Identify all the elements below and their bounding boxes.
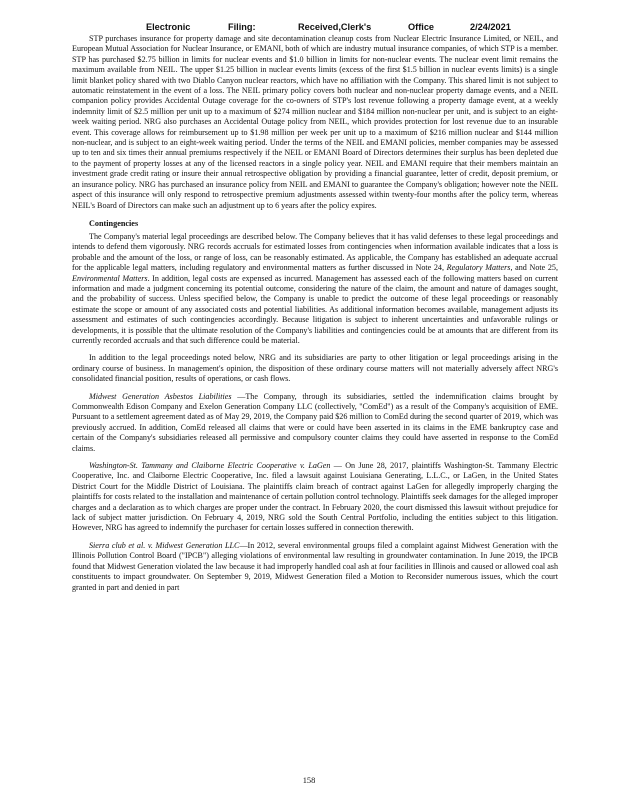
contingencies-paragraph: The Company's material legal proceedings are described below. The Company believes that it has valid defenses to these legal proceedings and intends to defend them vigorously. NRG records accruals for estimated losses from contingencies when information available indicates that a loss is probable and the amount of the loss, or range of loss, can be reasonably estimated. As applicable, the Company has established an adequate accrual for the applicable legal matters, including regulatory and environmental matters as further discussed in Note 24, Regulatory Matters, and Note 25, Environmental Matters. In addition, legal costs are expensed as incurred. Management has assessed each of the following matters based on current information and made a judgment concerning its potential outcome, considering the nature of the claim, the amount and nature of damages sought, and the probability of success. Unless specified below, the Company is unable to predict the outcome of these legal proceedings or reasonably estimate the scope or amount of any associated costs and potential liabilities. As additional information becomes available, management adjusts its assessment and estimates of such contingencies accordingly. Because litigation is subject to inherent uncertainties and unfavorable rulings or developments, it is possible that the ultimate resolution of the Company's liabilities and contingencies could be at amounts that are different from its currently recorded accruals and that such difference could be material. <box>72 231 558 345</box>
stamp-electronic: Electronic <box>146 22 191 32</box>
stamp-date: 2/24/2021 <box>470 22 511 32</box>
ordinary-course-paragraph: In addition to the legal proceedings noted below, NRG and its subsidiaries are party to other litigation or legal proceedings arising in the ordinary course of business. In management's opinion, the disposition of these ordinary course matters will not materially adversely affect NRG's consolidated financial position, results of operations, or cash flows. <box>72 353 558 384</box>
stamp-received-clerks: Received,Clerk's <box>298 22 372 32</box>
environmental-matters-ref: Environmental Matters <box>72 273 148 283</box>
stamp-office: Office <box>408 22 435 32</box>
regulatory-matters-ref: Regulatory Matters <box>446 263 511 273</box>
insurance-paragraph: STP purchases insurance for property damage and site decontamination cleanup costs from Nuclear Electric Insurance Limited, or NEIL, and European Mutual Association for Nuclear Insurance, or EMANI, both of which are industry mutual insurance companies, of which STP is a member. STP has purchased $2.75 billion in limits for nuclear events and $1.0 billion in limits for non-nuclear events. The nuclear event limit remains the maximum available from NEIL. The upper $1.25 billion in nuclear events limits (excess of the first $1.5 billion in nuclear events limits) is a single limit blanket policy shared with two Diablo Canyon nuclear reactors, which have no affiliation with the Company. This shared limit is not subject to automatic reinstatement in the event of a loss. The NEIL primary policy covers both nuclear and non-nuclear property damage events, and a NEIL companion policy provides Accidental Outage coverage for the co-owners of STP's lost revenue following a property damage event, at a weekly indemnity limit of $2.5 million per unit up to a maximum of $274 million nuclear and $184 million non-nuclear per unit, and is subject to an eight-week waiting period. NRG also purchases an Accidental Outage policy from NEIL, which provides protection for lost revenue due to an insurable event. This coverage allows for reimbursement up to $1.98 million per week per unit up to a maximum of $216 million nuclear and $144 million non-nuclear, and is subject to an eight-week waiting period. Under the terms of the NEIL and EMANI policies, member companies may be assessed up to ten and six times their annual premiums respectively if the NEIL or EMANI Board of Directors determines their surplus has been depleted due to the payment of property losses at any of the licensed reactors in a single policy year. NEIL and EMANI require that their members maintain an investment grade credit rating or insure their annual retrospective obligation by providing a financial guarantee, letter of credit, deposit premium, or an insurance policy. NRG has purchased an insurance policy from NEIL and EMANI to guarantee the Company's obligation; however note the NEIL aspect of this insurance will only respond to retrospective premium adjustments assessed within twenty-four months after the policy term, whereas NEIL's Board of Directors can make such an adjustment up to 6 years after the policy expires. <box>72 34 558 210</box>
sierra-club-paragraph: Sierra club et al. v. Midwest Generation LLC—In 2012, several environmental groups filed a complaint against Midwest Generation with the Illinois Pollution Control Board ("IPCB") alleging violations of environmental law resulting in groundwater contamination. In June 2019, the IPCB found that Midwest Generation violated the law because it had improperly handled coal ash at four facilities in Illinois and caused or allowed coal ash constituents to impact groundwater. On September 9, 2019, Midwest Generation filed a Motion to Reconsider numerous issues, which the court granted in part and denied in part <box>72 540 558 592</box>
asbestos-title: Midwest Generation Asbestos Liabilities <box>89 391 232 401</box>
asbestos-paragraph: Midwest Generation Asbestos Liabilities —The Company, through its subsidiaries, settled the indemnification claims brought by Commonwealth Edison Company and Exelon Generation Company LLC (collectively, "ComEd") as a result of the Company's acquisition of EME. Pursuant to a settlement agreement dated as of May 29, 2019, the Company paid $26 million to ComEd during the second quarter of 2019, which was previously accrued. In addition, ComEd released all claims that were or could have been asserted in its claims in the EME bankruptcy case and certain of the Company's subsidiaries released all permissive and compulsory counter claims they could have asserted in response to the ComEd claims. <box>72 391 558 453</box>
lagen-title: Washington-St. Tammany and Claiborne Electric Cooperative v. LaGen <box>89 461 331 471</box>
stamp-filing: Filing: <box>228 22 256 32</box>
page-number: 158 <box>302 776 316 785</box>
contingencies-heading: Contingencies <box>89 218 139 228</box>
lagen-paragraph: Washington-St. Tammany and Claiborne Electric Cooperative v. LaGen — On June 28, 2017, plaintiffs Washington-St. Tammany Electric Cooperative, Inc. and Claiborne Electric Cooperative, Inc. filed a lawsuit against Louisiana Generating, L.L.C., or LaGen, in the United States District Court for the Middle District of Louisiana. The plaintiffs claim breach of contract against LaGen for allegedly improperly charging the plaintiffs for costs related to the installation and maintenance of certain pollution control technology. Plaintiffs seek damages for the alleged improper charges and a declaration as to which charges are proper under the contract. In February 2020, the court dismissed this lawsuit without prejudice for lack of subject matter jurisdiction. On February 4, 2019, NRG sold the South Central Portfolio, including the entities subject to this litigation. However, NRG has agreed to indemnify the purchaser for certain losses suffered in connection therewith. <box>72 461 558 533</box>
filing-stamp <box>146 20 558 34</box>
sierra-club-title: Sierra club et al. v. Midwest Generation LLC <box>89 540 240 550</box>
